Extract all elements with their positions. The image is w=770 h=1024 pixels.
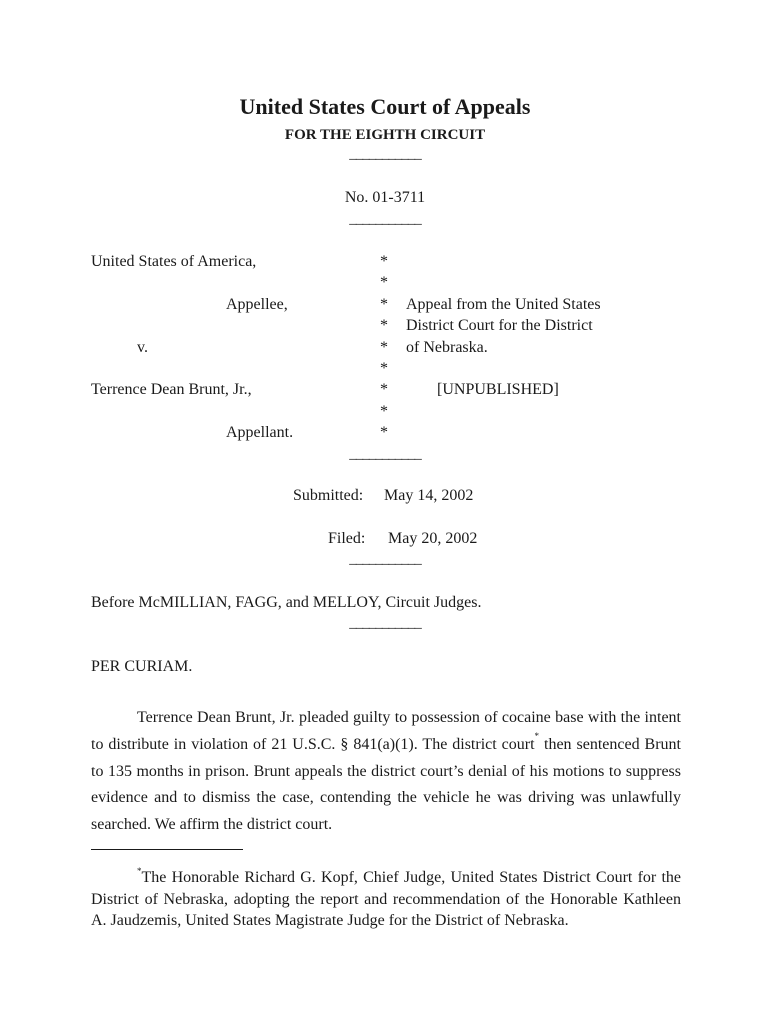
caption-asterisk: * <box>380 403 388 420</box>
case-number: No. 01-3711 <box>344 189 426 206</box>
appeal-line: of Nebraska. <box>406 339 488 356</box>
caption-asterisk: * <box>380 274 388 291</box>
submitted-date: May 14, 2002 <box>384 487 474 504</box>
versus: v. <box>137 339 148 356</box>
court-title: United States Court of Appeals <box>239 94 531 119</box>
defendant-role: Appellant. <box>226 424 294 441</box>
footnote-mark: * <box>137 866 142 876</box>
separator-rule: ___________ <box>349 446 421 462</box>
panel-judges: Before McMILLIAN, FAGG, and MELLOY, Circuit Judges. <box>91 594 482 611</box>
appeal-line: Appeal from the United States <box>406 296 601 313</box>
footnote-text: The Honorable Richard G. Kopf, Chief Judge, United States District Court for the District of Nebraska, adopting the report and recommendation of the Honorable Kathleen A. Jaudzemis, United States Magistrate Judge for the District of Nebraska. <box>91 869 681 929</box>
caption-asterisk: * <box>380 296 388 313</box>
plaintiff-role: Appellee, <box>226 296 288 313</box>
opinion-text: Terrence Dean Brunt, Jr. pleaded guilty to possession of cocaine base with the intent to distribute in violation of 21 U.S.C. § 841(a)(1). The district court <box>91 709 681 753</box>
submitted-label: Submitted: <box>293 487 364 504</box>
separator-rule: ___________ <box>349 211 421 227</box>
defendant-name: Terrence Dean Brunt, Jr., <box>91 381 252 398</box>
plaintiff-name: United States of America, <box>91 253 257 270</box>
caption-asterisk: * <box>380 381 388 398</box>
separator-rule: ___________ <box>349 146 421 162</box>
caption-asterisk: * <box>380 253 388 270</box>
caption-asterisk: * <box>380 317 388 334</box>
per-curiam-heading: PER CURIAM. <box>91 658 193 675</box>
caption-asterisk: * <box>380 424 388 441</box>
opinion-text: then sentenced Brunt to 135 months in prison. Brunt appeals the district court’s denial of his motions to suppress evidence and to dismiss the case, contending the vehicle he was driving was unlawfully searched. We affirm the district court. <box>91 735 681 834</box>
appeal-line: District Court for the District <box>406 317 593 334</box>
circuit-name: FOR THE EIGHTH CIRCUIT <box>284 127 486 143</box>
separator-rule: ___________ <box>349 615 421 631</box>
footnote-divider <box>91 849 243 850</box>
caption-asterisk: * <box>380 339 388 356</box>
filed-date: May 20, 2002 <box>388 530 478 547</box>
separator-rule: ___________ <box>349 551 421 567</box>
opinion-paragraph <box>91 705 681 839</box>
filed-label: Filed: <box>328 530 366 547</box>
footnote <box>91 867 681 932</box>
footnote-reference[interactable]: * <box>534 730 540 741</box>
publication-status: [UNPUBLISHED] <box>437 381 559 398</box>
caption-asterisk: * <box>380 360 388 377</box>
